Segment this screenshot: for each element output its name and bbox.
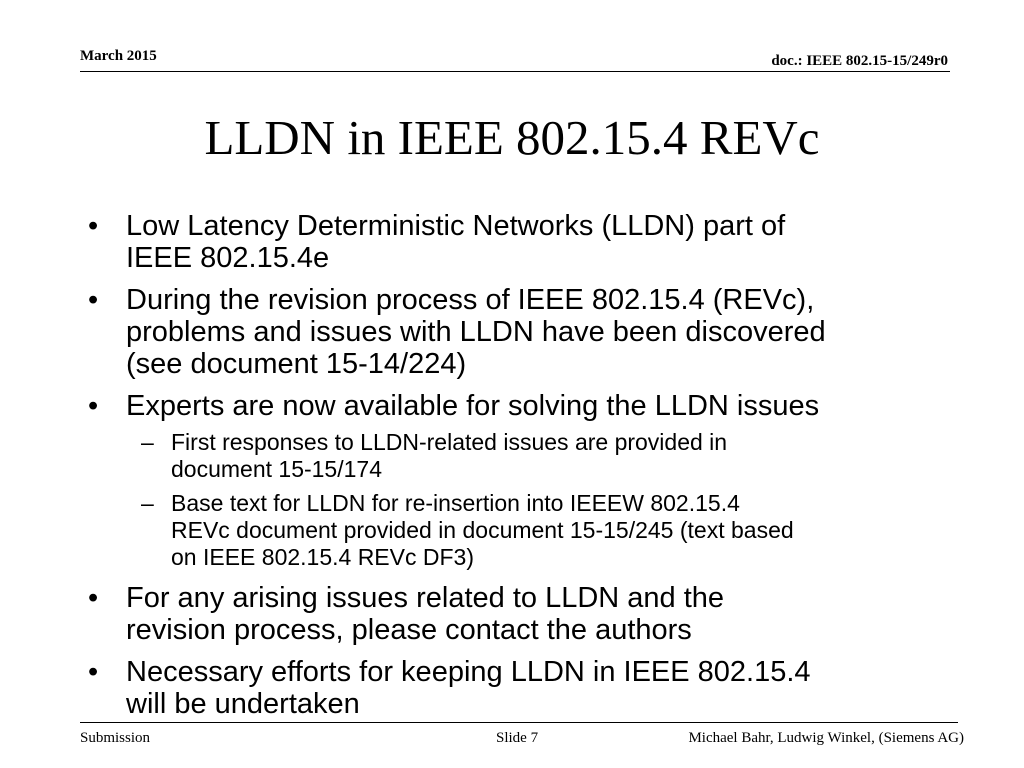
footer-divider — [80, 722, 958, 723]
bullet-mark: • — [88, 582, 99, 614]
sub-bullet-line: First responses to LLDN-related issues are provided in — [171, 429, 728, 455]
footer-authors: Michael Bahr, Ludwig Winkel, (Siemens AG) — [688, 730, 964, 746]
bullet-line: During the revision process of IEEE 802.15.4 (REVc), — [126, 284, 815, 316]
bullet-line: IEEE 802.15.4e — [126, 242, 330, 274]
bullet-line: Low Latency Deterministic Networks (LLDN) part of — [126, 210, 786, 242]
bullet-line: (see document 15-14/224) — [126, 348, 467, 380]
bullet-mark: • — [88, 210, 99, 242]
sub-bullet-mark: – — [141, 490, 154, 516]
bullet-mark: • — [88, 656, 99, 688]
bullet-line: Necessary efforts for keeping LLDN in IEEE 802.15.4 — [126, 656, 811, 688]
footer-slide-number: Slide 7 — [496, 730, 539, 746]
sub-bullet-line: REVc document provided in document 15-15/245 (text based — [171, 517, 794, 543]
bullet-mark: • — [88, 390, 99, 422]
bullet-line: will be undertaken — [126, 688, 360, 720]
sub-bullet-line: document 15-15/174 — [171, 456, 382, 482]
sub-bullet-line: Base text for LLDN for re-insertion into IEEEW 802.15.4 — [171, 490, 740, 516]
bullet-line: For any arising issues related to LLDN and the — [126, 582, 725, 614]
sub-bullet-mark: – — [141, 429, 154, 455]
sub-bullet-line: on IEEE 802.15.4 REVc DF3) — [171, 544, 474, 570]
bullet-line: Experts are now available for solving the LLDN issues — [126, 390, 820, 422]
bullet-mark: • — [88, 284, 99, 316]
bullet-line: problems and issues with LLDN have been discovered — [126, 316, 826, 348]
slide-title: LLDN in IEEE 802.15.4 REVc — [204, 110, 820, 165]
footer-submission: Submission — [80, 730, 151, 746]
bullet-line: revision process, please contact the authors — [126, 614, 692, 646]
header-date: March 2015 — [80, 48, 157, 64]
header-doc-id: doc.: IEEE 802.15-15/249r0 — [771, 53, 948, 69]
